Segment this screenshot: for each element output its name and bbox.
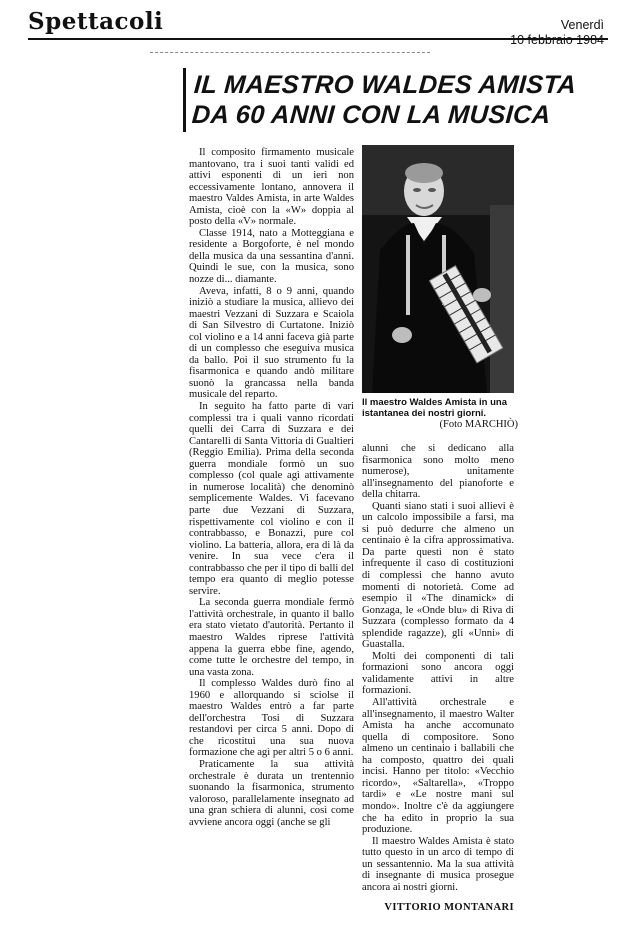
paragraph: Classe 1914, nato a Motteggiana e residente a Borgoforte, è nel mondo della musica da una sessantina d'anni. Quindi le sue, con la musica, sono nozze di... diamante. [189,227,354,286]
paragraph: alunni che si dedicano alla fisarmonica sono molto meno numerose), unitamente all'insegnamento del pianoforte e della chitarra. [362,443,514,501]
article-headline [190,70,578,130]
paragraph: Aveva, infatti, 8 o 9 anni, quando iniziò a studiare la musica, allievo dei maestri Vezzani di Suzzara e Scaiola di San Silvestro di Curtatone. Iniziò col violino e a 14 anni faceva già parte di un complesso che eseguiva musica da ballo. Poi il suo strumento fu la fisarmonica e quando andò militare suonò la grancassa nella banda musicale del reparto. [189,285,354,401]
section-title: Spettacoli [28,8,164,35]
paragraph: In seguito ha fatto parte di vari complessi tra i quali vanno ricordati quelli dei Carra di Suzzara e dei Cantarelli di Santa Vittoria di Gualtieri (Reggio Emilia). Prima della seconda guerra mondiale formò un suo complesso (col quale agì attivamente in numerose località) che denominò semplicemente Waldes. Vi facevano parte due Vezzani di Suzzara, rispettivamente col violino e con il contrabbasso, e Bonazzi, pure col violino. La batteria, allora, era di là da venire. In sua vece c'era il contrabbasso che per il tipo di balli del tempo era quanto di meglio potesse servire. [189,401,354,597]
paragraph: Il composito firmamento musicale mantovano, tra i suoi tanti validi ed attivi esponenti di un ieri non eccessivamente lontano, annovera il maestro Valdes Amista, in arte Waldes Amista, cioè con la «W» doppia al posto della «V» normale. [189,147,354,228]
photo-illustration [362,145,514,393]
article-column-1 [189,147,354,828]
paragraph: La seconda guerra mondiale fermò l'attività orchestrale, in quanto il ballo era stato vietato d'autorità. Pertanto il maestro Waldes riprese l'attività appena la guerra ebbe fine, agendo, come tutte le orchestre del tempo, in una vasta zona. [189,597,354,678]
paragraph: Molti dei componenti di tali formazioni sono ancora oggi validamente attivi in altre formazioni. [362,650,514,697]
photo-caption [362,397,518,430]
accordion-player-photo [362,145,514,393]
caption-text: Il maestro Waldes Amista in una istantanea dei nostri giorni. [362,397,508,419]
headline-line-2: DA 60 ANNI CON LA MUSICA [190,101,552,129]
paragraph: All'attività orchestrale e all'insegnamento, il maestro Walter Amista ha anche accomunato quella di compositore. Sono almeno un centinaio i ballabili che ha composto, quattro dei quali incisi. Hanno per titolo: «Vecchio ricordo», «Saltarella», «Troppo tardi» e «Le nostre mani sul mondo». Inoltre c'è da aggiungere che ha edito in proprio la sua produzione. [362,697,514,836]
author-byline: VITTORIO MONTANARI [384,902,514,913]
issue-date [510,18,604,48]
paragraph: Il complesso Waldes durò fino al 1960 e allorquando si sciolse il maestro Waldes entrò a far parte dell'orchestra Tosi di Suzzara restandovi per circa 5 anni. Dopo di che ricostituì una sua nuova formazione che agì per altri 5 o 6 anni. [189,678,354,759]
headline-line-1: IL MAESTRO WALDES AMISTA [193,71,578,99]
paragraph: Quanti siano stati i suoi allievi è un calcolo impossibile a farsi, ma si può dedurre che almeno un centinaio è la cifra approssimativa. Da parte questi non è stato infrequente il caso di costituzioni di complessi che hanno avuto momenti di notorietà. Come ad esempio il «The dinamick» di Gonzaga, le «Onde blu» di Riva di Suzzara (complesso formato da 4 splendide ragazze), gli «Unni» di Guastalla. [362,500,514,651]
header-dashed-rule [150,52,430,53]
photo-credit: (Foto MARCHIÒ) [439,419,518,430]
issue-date-text: 10 febbraio 1984 [510,33,604,47]
paragraph: Praticamente la sua attività orchestrale è durata un trentennio suonando la fisarmonica, strumento valoroso, parallelamente insegnato ad una gran schiera di alunni, così come avviene ancora oggi (anche se gli [189,758,354,828]
article-column-2 [362,443,514,893]
issue-day: Venerdì [560,18,604,32]
paragraph: Il maestro Waldes Amista è stato tutto questo in un arco di tempo di un sessantennio. Ma la sua attività di insegnante di musica prosegue ancora ai nostri giorni. [362,835,514,893]
